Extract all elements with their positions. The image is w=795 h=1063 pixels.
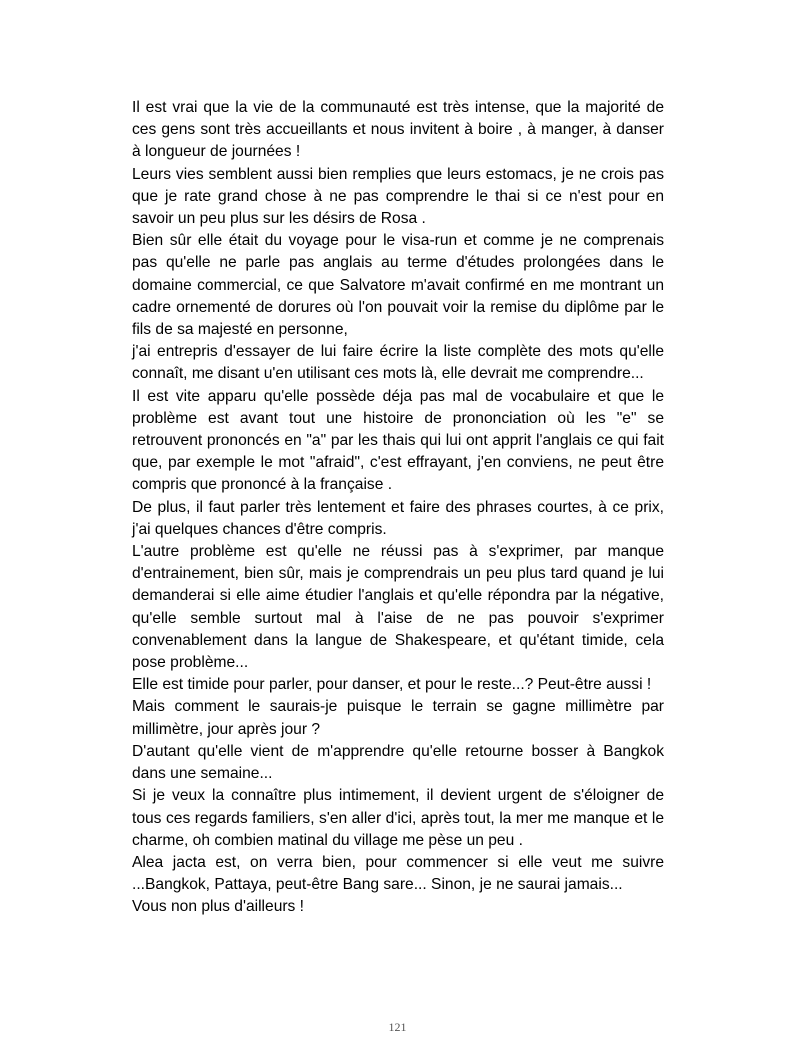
paragraph-1: Il est vrai que la vie de la communauté est très intense, que la majorité de ces gens sont très accueillants et nous invitent à boire , à manger, à danser à longueur de journées ! bbox=[132, 99, 664, 161]
paragraph-5: Il est vite apparu qu'elle possède déja pas mal de vocabulaire et que le problème est avant tout une histoire de prononciation où les "e" se retrouvent prononcés en "a" par les thais qui lui ont apprit l'anglais ce qui fait que, par exemple le mot "afraid", c'est effrayant, j'en conviens, ne peut être compris que prononcé à la française . bbox=[132, 387, 664, 494]
paragraph-6: De plus, il faut parler très lentement et faire des phrases courtes, à ce prix, j'ai quelques chances d'être compris. bbox=[132, 498, 664, 538]
paragraph-9: Mais comment le saurais-je puisque le terrain se gagne millimètre par millimètre, jour après jour ? bbox=[132, 698, 664, 738]
paragraph-11: Si je veux la connaître plus intimement, il devient urgent de s'éloigner de tous ces regards familiers, s'en aller d'ici, après tout, la mer me manque et le charme, oh combien matinal du village me pèse un peu . bbox=[132, 787, 664, 849]
paragraph-4: j'ai entrepris d'essayer de lui faire écrire la liste complète des mots qu'elle connaît, me disant u'en utilisant ces mots là, elle devrait me comprendre... bbox=[132, 343, 664, 383]
paragraph-2: Leurs vies semblent aussi bien remplies que leurs estomacs, je ne crois pas que je rate grand chose à ne pas comprendre le thai si ce n'est pour en savoir un peu plus sur les désirs de Rosa . bbox=[132, 165, 664, 228]
paragraph-7: L'autre problème est qu'elle ne réussi pas à s'exprimer, par manque d'entrainement, bien sûr, mais je comprendrais un peu plus tard quand je lui demanderai si elle aime étudier l'anglais et qu'elle répondra par la négative, qu'elle semble surtout mal à l'aise de ne pas pouvoir s'exprimer convenablement dans la langue de Shakespeare, et qu'étant timide, cela pose problème... bbox=[132, 543, 664, 672]
paragraph-3: Bien sûr elle était du voyage pour le visa-run et comme je ne comprenais pas qu'elle ne parle pas anglais au terme d'études prolongées dans le domaine commercial, ce que Salvatore m'avait confirmé en me montrant un cadre ornementé de dorures où l'on pouvait voir la remise du diplôme par le fils de sa majesté en personne, bbox=[132, 232, 664, 339]
page-number: 121 bbox=[388, 1020, 407, 1034]
paragraph-12: Alea jacta est, on verra bien, pour commencer si elle veut me suivre ...Bangkok, Pattaya, peut-être Bang sare... Sinon, je ne saurai jamais... bbox=[132, 853, 664, 894]
body-text bbox=[132, 97, 664, 919]
paragraph-10: D'autant qu'elle vient de m'apprendre qu'elle retourne bosser à Bangkok dans une semaine... bbox=[132, 742, 664, 783]
paragraph-8: Elle est timide pour parler, pour danser, et pour le reste...? Peut-être aussi ! bbox=[132, 676, 652, 694]
paragraph-13: Vous non plus d'ailleurs ! bbox=[132, 898, 305, 916]
